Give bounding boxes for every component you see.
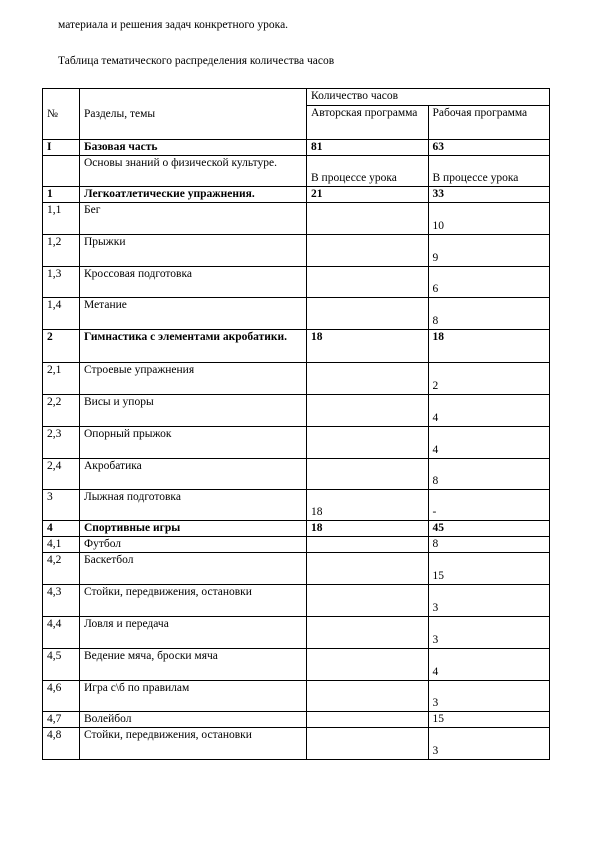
row-topic: Футбол xyxy=(80,537,307,553)
row-number: 4,5 xyxy=(43,649,80,681)
row-working-hours: 3 xyxy=(428,617,550,649)
row-working-hours: 2 xyxy=(428,363,550,395)
table-title: Таблица тематического распределения количества часов xyxy=(58,55,335,67)
row-author-hours xyxy=(307,537,429,553)
row-working-hours: 45 xyxy=(428,521,550,537)
table-row xyxy=(43,553,550,585)
row-topic: Акробатика xyxy=(80,459,307,490)
row-number: 4 xyxy=(43,521,80,537)
row-number: 1,2 xyxy=(43,235,80,267)
row-number: 4,2 xyxy=(43,553,80,585)
row-author-hours xyxy=(307,712,429,728)
row-author-hours xyxy=(307,728,429,760)
row-topic: Ведение мяча, броски мяча xyxy=(80,649,307,681)
row-working-hours: 3 xyxy=(428,585,550,617)
row-working-hours: 18 xyxy=(428,330,550,363)
row-number: 4,4 xyxy=(43,617,80,649)
row-author-hours xyxy=(307,553,429,585)
row-author-hours: 81 xyxy=(307,140,429,156)
row-number xyxy=(43,156,80,187)
row-topic: Строевые упражнения xyxy=(80,363,307,395)
row-topic: Спортивные игры xyxy=(80,521,307,537)
row-topic: Базовая часть xyxy=(80,140,307,156)
row-author-hours xyxy=(307,459,429,490)
row-working-hours: 9 xyxy=(428,235,550,267)
row-topic: Гимнастика с элементами акробатики. xyxy=(80,330,307,363)
row-number: 1 xyxy=(43,187,80,203)
table-row xyxy=(43,728,550,760)
row-author-hours: В процессе урока xyxy=(307,156,429,187)
table-row xyxy=(43,585,550,617)
row-author-hours: 18 xyxy=(307,490,429,521)
table-row xyxy=(43,712,550,728)
row-topic: Волейбол xyxy=(80,712,307,728)
table-row xyxy=(43,395,550,427)
table-row xyxy=(43,203,550,235)
row-author-hours: 21 xyxy=(307,187,429,203)
row-topic: Опорный прыжок xyxy=(80,427,307,459)
row-working-hours: В процессе урока xyxy=(428,156,550,187)
row-topic: Стойки, передвижения, остановки xyxy=(80,728,307,760)
hours-distribution-table xyxy=(42,88,550,760)
row-working-hours: 6 xyxy=(428,267,550,298)
row-topic: Висы и упоры xyxy=(80,395,307,427)
table-row xyxy=(43,330,550,363)
row-author-hours xyxy=(307,681,429,712)
row-number: 4,3 xyxy=(43,585,80,617)
table-row xyxy=(43,298,550,330)
table-row xyxy=(43,140,550,156)
table-row xyxy=(43,187,550,203)
table-row xyxy=(43,521,550,537)
row-number: 2 xyxy=(43,330,80,363)
row-working-hours: 3 xyxy=(428,681,550,712)
row-number: 2,3 xyxy=(43,427,80,459)
row-author-hours xyxy=(307,267,429,298)
row-author-hours: 18 xyxy=(307,330,429,363)
row-author-hours xyxy=(307,298,429,330)
header-num: № xyxy=(43,89,80,140)
row-working-hours: 8 xyxy=(428,459,550,490)
header-sections: Разделы, темы xyxy=(80,89,307,140)
row-number: 4,6 xyxy=(43,681,80,712)
table-row xyxy=(43,617,550,649)
row-number: 2,4 xyxy=(43,459,80,490)
table-row xyxy=(43,235,550,267)
row-number: 2,1 xyxy=(43,363,80,395)
row-author-hours xyxy=(307,427,429,459)
row-topic: Прыжки xyxy=(80,235,307,267)
row-number: 1,4 xyxy=(43,298,80,330)
row-working-hours: 8 xyxy=(428,298,550,330)
row-author-hours xyxy=(307,585,429,617)
row-number: 4,1 xyxy=(43,537,80,553)
header-working-program: Рабочая программа xyxy=(428,106,550,140)
row-author-hours xyxy=(307,617,429,649)
table-row xyxy=(43,649,550,681)
row-number: 4,8 xyxy=(43,728,80,760)
row-topic: Основы знаний о физической культуре. xyxy=(80,156,307,187)
row-author-hours xyxy=(307,395,429,427)
row-working-hours: 4 xyxy=(428,395,550,427)
row-author-hours xyxy=(307,203,429,235)
row-number: 3 xyxy=(43,490,80,521)
row-number: 4,7 xyxy=(43,712,80,728)
row-working-hours: 8 xyxy=(428,537,550,553)
row-topic: Ловля и передача xyxy=(80,617,307,649)
table-row xyxy=(43,681,550,712)
table-row xyxy=(43,537,550,553)
row-topic: Стойки, передвижения, остановки xyxy=(80,585,307,617)
row-number: 1,1 xyxy=(43,203,80,235)
row-working-hours: - xyxy=(428,490,550,521)
table-row xyxy=(43,267,550,298)
table-row xyxy=(43,156,550,187)
table-row xyxy=(43,427,550,459)
row-working-hours: 4 xyxy=(428,427,550,459)
row-author-hours xyxy=(307,363,429,395)
table-row xyxy=(43,459,550,490)
row-author-hours xyxy=(307,235,429,267)
row-working-hours: 15 xyxy=(428,712,550,728)
row-topic: Игра с\б по правилам xyxy=(80,681,307,712)
row-author-hours: 18 xyxy=(307,521,429,537)
row-working-hours: 63 xyxy=(428,140,550,156)
row-working-hours: 3 xyxy=(428,728,550,760)
table-row xyxy=(43,363,550,395)
header-hours: Количество часов xyxy=(307,89,550,106)
row-topic: Бег xyxy=(80,203,307,235)
row-working-hours: 15 xyxy=(428,553,550,585)
table-row xyxy=(43,490,550,521)
row-topic: Легкоатлетические упражнения. xyxy=(80,187,307,203)
intro-text: материала и решения задач конкретного урока. xyxy=(58,19,289,31)
row-working-hours: 33 xyxy=(428,187,550,203)
row-author-hours xyxy=(307,649,429,681)
row-topic: Лыжная подготовка xyxy=(80,490,307,521)
header-author-program: Авторская программа xyxy=(307,106,429,140)
row-topic: Кроссовая подготовка xyxy=(80,267,307,298)
table-header-row xyxy=(43,89,550,106)
row-topic: Метание xyxy=(80,298,307,330)
row-number: 2,2 xyxy=(43,395,80,427)
row-working-hours: 4 xyxy=(428,649,550,681)
row-number: I xyxy=(43,140,80,156)
row-working-hours: 10 xyxy=(428,203,550,235)
row-topic: Баскетбол xyxy=(80,553,307,585)
row-number: 1,3 xyxy=(43,267,80,298)
